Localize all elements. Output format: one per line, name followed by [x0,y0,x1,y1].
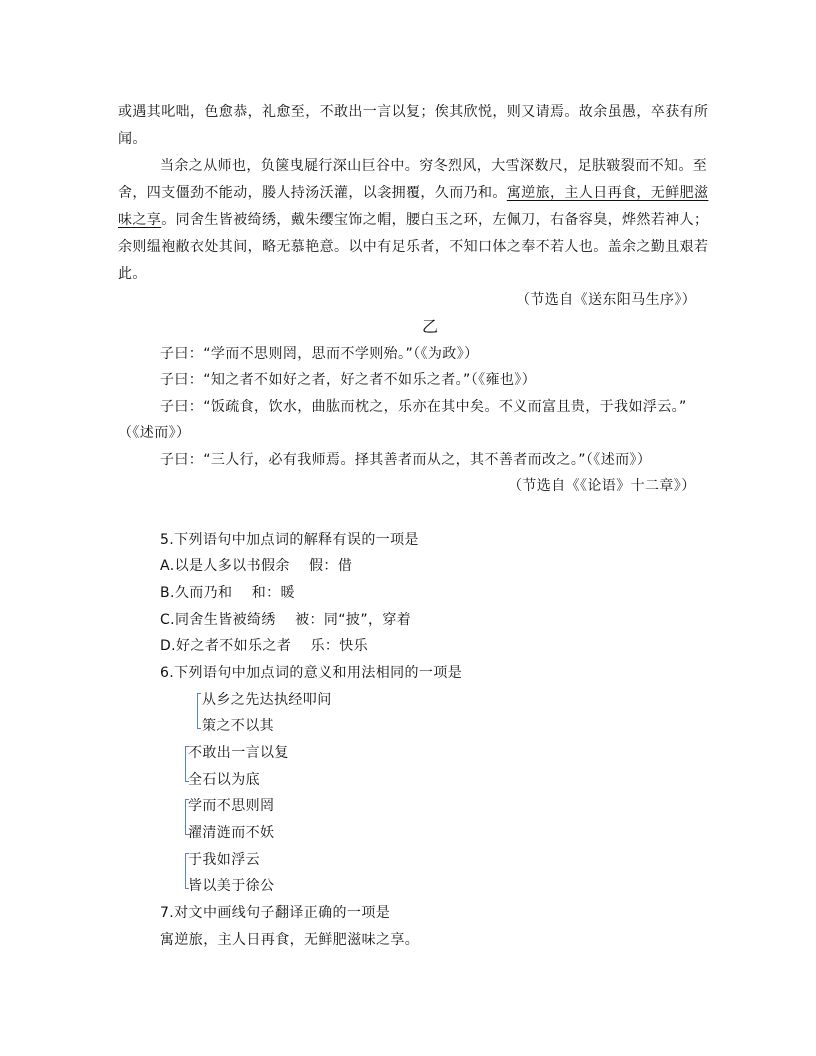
passage-jia-p2-line3-text: 。同舍生皆被绮绣，戴朱缨宝饰之帽，腰白玉之环，左佩刀，右备容臭，烨然若神人； [161,212,709,228]
passage-jia-p2-line1: 当余之从师也，负箧曳屣行深山巨谷中。穷冬烈风，大雪深数尺，足肤皲裂而不知。至 [160,158,708,174]
passage-yi-line4: （《述而》） [118,425,191,441]
passage-jia-p2-line4: 余则缊袍敝衣处其间，略无慕艳意。以中有足乐者，不知口体之奉不若人也。盖余之勤且艰若 [118,239,709,255]
passage-jia-p1-line2: 闻。 [118,131,147,147]
passage-yi-line1: 子曰：“学而不思则罔，思而不学则殆。”（《为政》） [160,346,479,362]
q5-option-a: A.以是人多以书假余 假：借 [160,558,353,574]
q6-d1: 于我如浮云 [188,852,260,868]
q5-option-d: D.好之者不如乐之者 乐：快乐 [160,638,369,654]
q6-d2: 皆以美于徐公 [188,878,275,894]
q7-stem: 7.对文中画线句子翻译正确的一项是 [160,905,391,921]
underlined-sentence-part2: 味之享 [118,212,162,228]
passage-jia-p1-line1: 或遇其叱咄，色愈恭，礼愈至，不敢出一言以复；俟其欣悦，则又请焉。故余虽愚，卒获有所 [118,104,709,120]
q5-option-c: C.同舍生皆被绮绣 被：同“披”，穿着 [160,612,412,628]
passage-yi-title: 乙 [422,317,439,336]
q6-c1: 学而不思则罔 [188,798,275,814]
passage-jia-p2-line2 [118,184,708,202]
passage-yi-line2: 子曰：“知之者不如好之者，好之者不如乐之者。”（《雍也》） [160,372,537,388]
q6-a1: 从乡之先达执经叩问 [202,692,332,708]
q6-stem: 6.下列语句中加点词的意义和用法相同的一项是 [160,665,463,681]
passage-jia-p2-line2-text: 舍，四支僵劲不能动，媵人持汤沃灌，以衾拥覆，久而乃和。 [118,185,507,201]
q5-option-b: B.久而乃和 和：暖 [160,585,295,601]
q6-a2: 策之不以其 [202,718,274,734]
q6-c2: 濯清涟而不妖 [188,825,275,841]
underlined-sentence-part1: 寓逆旅，主人日再食，无鲜肥滋 [506,185,709,201]
q6-b1: 不敢出一言以复 [188,745,289,761]
q6-b2: 全石以为底 [188,772,260,788]
passage-jia-p2-line5: 此。 [118,266,147,282]
passage-yi-line5: 子曰：“三人行，必有我师焉。择其善者而从之，其不善者而改之。”（《述而》） [160,452,652,468]
q7-sentence: 寓逆旅，主人日再食，无鲜肥滋味之享。 [160,932,420,948]
q5-stem: 5.下列语句中加点词的解释有误的一项是 [160,532,419,548]
passage-yi-line3: 子曰：“饭疏食，饮水，曲肱而枕之，乐亦在其中矣。不义而富且贵，于我如浮云。” [160,399,687,415]
passage-jia-source: （节选自《送东阳马生序》） [516,292,697,308]
passage-jia-p2-line3 [118,211,708,229]
passage-yi-source: （节选自《《论语》十二章》） [508,478,696,494]
